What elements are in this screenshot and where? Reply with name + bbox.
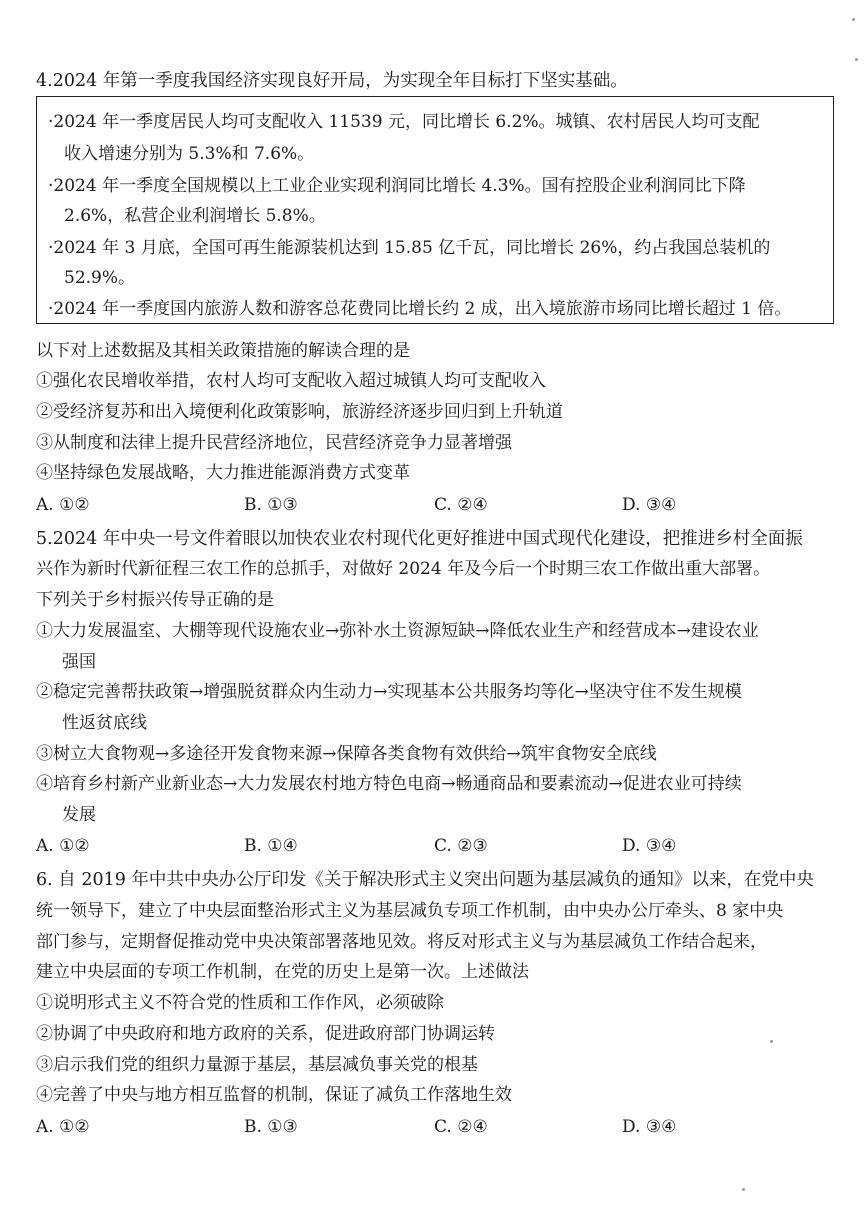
- q4-option-2: ②受经济复苏和出入境便利化政策影响，旅游经济逐步回归到上升轨道: [36, 402, 563, 422]
- scan-speck: [852, 18, 855, 21]
- q4-box-line-3: ·2024 年一季度全国规模以上工业企业实现利润同比增长 4.3%。国有控股企业利润同比下降: [48, 176, 746, 196]
- q5-choice-c[interactable]: C. ②③: [434, 836, 488, 856]
- q5-stem-line-3: 下列关于乡村振兴传导正确的是: [36, 590, 274, 610]
- scan-speck: [855, 58, 858, 61]
- q6-choice-a[interactable]: A. ①②: [36, 1117, 90, 1137]
- q4-box-line-6: 52.9%。: [64, 268, 136, 288]
- q4-option-1: ①强化农民增收举措，农村人均可支配收入超过城镇人均可支配收入: [36, 371, 546, 391]
- q6-stem-line-3: 部门参与，定期督促推动党中央决策部署落地见效。将反对形式主义与为基层减负工作结合起来，: [36, 932, 767, 952]
- q4-question: 以下对上述数据及其相关政策措施的解读合理的是: [36, 341, 410, 361]
- q6-stem-line-1: 6. 自 2019 年中共中央办公厅印发《关于解决形式主义突出问题为基层减负的通知》以来，在党中央: [36, 870, 814, 890]
- q5-option-1: ①大力发展温室、大棚等现代设施农业→弥补水土资源短缺→降低农业生产和经营成本→建设农业: [36, 621, 759, 641]
- q4-box-line-7: ·2024 年一季度国内旅游人数和游客总花费同比增长约 2 成，出入境旅游市场同比增长超过 1 倍。: [48, 299, 792, 319]
- q4-choice-b[interactable]: B. ①③: [244, 495, 298, 515]
- q5-stem-line-1: 5.2024 年中央一号文件着眼以加快农业农村现代化更好推进中国式现代化建设，把推进乡村全面振: [36, 529, 803, 549]
- q4-option-3: ③从制度和法律上提升民营经济地位，民营经济竞争力显著增强: [36, 433, 512, 453]
- q5-stem-line-2: 兴作为新时代新征程三农工作的总抓手，对做好 2024 年及今后一个时期三农工作做出重大部署。: [36, 559, 771, 579]
- q5-option-3: ③树立大食物观→多途径开发食物来源→保障各类食物有效供给→筑牢食物安全底线: [36, 744, 657, 764]
- q4-option-4: ④坚持绿色发展战略，大力推进能源消费方式变革: [36, 463, 410, 483]
- q5-choice-a[interactable]: A. ①②: [36, 836, 90, 856]
- q6-option-4: ④完善了中央与地方相互监督的机制，保证了减负工作落地生效: [36, 1085, 512, 1105]
- q4-stem: 4.2024 年第一季度我国经济实现良好开局，为实现全年目标打下坚实基础。: [36, 71, 628, 91]
- q5-choice-b[interactable]: B. ①④: [244, 836, 298, 856]
- q6-choice-b[interactable]: B. ①③: [244, 1117, 298, 1137]
- q4-box-line-4: 2.6%，私营企业利润增长 5.8%。: [64, 206, 326, 226]
- q6-stem-line-4: 建立中央层面的专项工作机制，在党的历史上是第一次。上述做法: [36, 962, 529, 982]
- q4-box-line-2: 收入增速分别为 5.3%和 7.6%。: [64, 144, 315, 164]
- q5-option-4: ④培育乡村新产业新业态→大力发展农村地方特色电商→畅通商品和要素流动→促进农业可持续: [36, 774, 742, 794]
- q4-box-line-1: ·2024 年一季度居民人均可支配收入 11539 元，同比增长 6.2%。城镇、农村居民人均可支配: [48, 112, 760, 132]
- q5-option-1-cont: 强国: [62, 652, 96, 672]
- q6-option-3: ③启示我们党的组织力量源于基层，基层减负事关党的根基: [36, 1055, 478, 1075]
- q6-choice-c[interactable]: C. ②④: [434, 1117, 488, 1137]
- q4-box-line-5: ·2024 年 3 月底，全国可再生能源装机达到 15.85 亿千瓦，同比增长 26%，约占我国总装机的: [48, 238, 771, 258]
- scan-speck: [742, 1188, 745, 1191]
- q6-option-2: ②协调了中央政府和地方政府的关系，促进政府部门协调运转: [36, 1024, 495, 1044]
- q6-stem-line-2: 统一领导下，建立了中央层面整治形式主义为基层减负专项工作机制，由中央办公厅牵头、8 家中央: [36, 901, 784, 921]
- q5-option-4-cont: 发展: [62, 805, 96, 825]
- scan-speck: [770, 1040, 773, 1043]
- q6-choice-d[interactable]: D. ③④: [622, 1117, 677, 1137]
- q6-option-1: ①说明形式主义不符合党的性质和工作作风，必须破除: [36, 993, 444, 1013]
- q4-choice-c[interactable]: C. ②④: [434, 495, 488, 515]
- q5-option-2-cont: 性返贫底线: [62, 713, 147, 733]
- q4-choice-d[interactable]: D. ③④: [622, 495, 677, 515]
- q4-choice-a[interactable]: A. ①②: [36, 495, 90, 515]
- q5-choice-d[interactable]: D. ③④: [622, 836, 677, 856]
- q5-option-2: ②稳定完善帮扶政策→增强脱贫群众内生动力→实现基本公共服务均等化→坚决守住不发生规模: [36, 682, 742, 702]
